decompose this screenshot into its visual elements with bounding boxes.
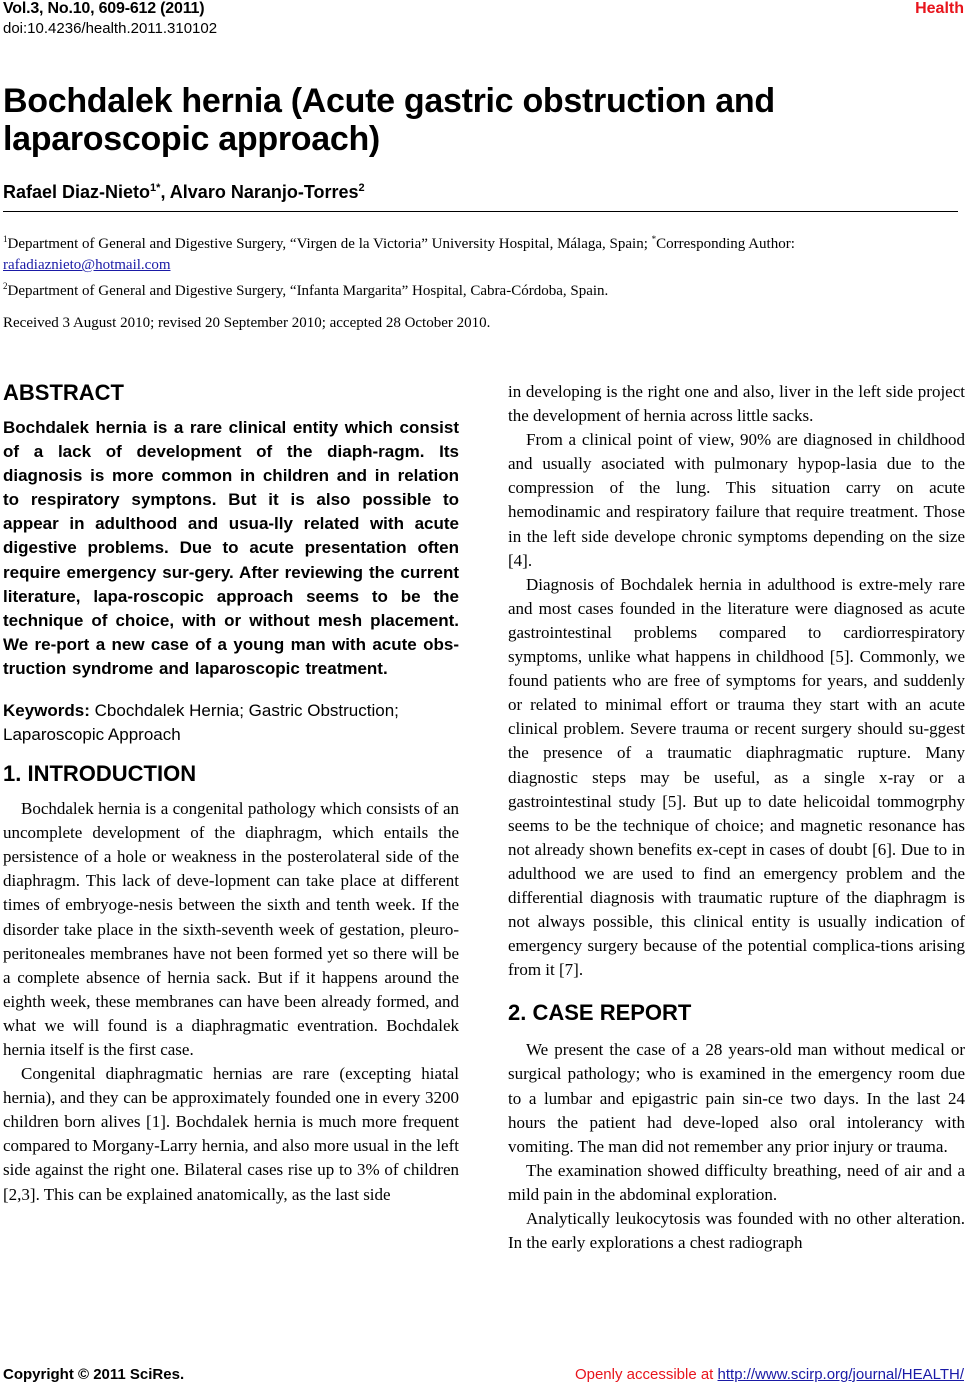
corresponding-label: Corresponding Author: <box>656 236 795 252</box>
paragraph: Congenital diaphragmatic hernias are rare (excepting hiatal hernia), and they can be approximately founded one in every 3200 children born alives [1]. Bochdalek hernia is much more frequent compared to Morgany-Larry hernia, and also more usual in the left side against the right one. Bilateral cases rise up to 3% of children [2,3]. This can be explained anatomically, as the last side <box>3 1064 459 1204</box>
journal-name: Health <box>915 0 964 17</box>
keywords <box>3 699 459 747</box>
author-name: Alvaro Naranjo-Torres <box>169 182 359 202</box>
affiliation-mark: 1* <box>150 182 161 194</box>
keywords-label: Keywords: <box>3 701 90 721</box>
author-email-link[interactable]: rafadiaznieto@hotmail.com <box>3 257 171 273</box>
received-dates: Received 3 August 2010; revised 20 September 2010; accepted 28 October 2010. <box>3 315 491 331</box>
affiliation-1 <box>3 229 965 276</box>
paragraph: From a clinical point of view, 90% are diagnosed in childhood and usually asociated with pulmonary hypop-lasia due to the compression of the lung. This situation carry on acute hemodinamic and respiratory failure that require treatment. Those in the left side develope chronic symptoms depending on the size [4]. <box>508 430 965 570</box>
keywords-list: Cbochdalek Hernia; Gastric Obstruction; Laparoscopic Approach <box>3 701 399 745</box>
paragraph: Diagnosis of Bochdalek hernia in adulthood is extre-mely rare and most cases founded in the literature were diagnosed as acute gastrointestinal problems compared to cardiorrespiratory symptoms, unlike what happens in childhood [5]. Commonly, we found patients who are free of symptoms for years, and suddenly or related to minimal effort or trauma they start with an acute clinical problem. Severe trauma or recent surgery should su-ggest the presence of a traumatic diaphragmatic rupture. Many diagnostic steps may be useful, as a single x-ray or a gastrointestinal study [5]. But up to date helicoidal tommogrphy seems to be the technique of choice; and magnetic resonance has not already shown benefits ex-cept in cases of doubt [6]. Due to in adulthood we are used to find an emergency problem and the differential diagnosis with traumatic rupture of the diaphragm is not always possible, this clinical entity is usually indication of emergency surgery because of the potential complica-tions arising from it [7]. <box>508 574 965 980</box>
article-title: Bochdalek hernia (Acute gastric obstruction and laparoscopic approach) <box>3 82 775 158</box>
affiliation-text: Department of General and Digestive Surgery, “Virgen de la Victoria” University Hospital, Málaga, Spain; <box>7 236 652 252</box>
paragraph: Analytically leukocytosis was founded with no other alteration. In the early explorations a chest radiograph <box>508 1209 965 1253</box>
left-column <box>3 378 459 1207</box>
affiliation-mark: 2 <box>358 182 365 194</box>
author-name: Rafael Diaz-Nieto <box>3 182 151 202</box>
section-heading-case-report: 2. CASE REPORT <box>508 1000 692 1026</box>
affiliation-text: Department of General and Digestive Surgery, “Infanta Margarita” Hospital, Cabra-Córdoba, Spain. <box>7 283 609 299</box>
section-heading-introduction: 1. INTRODUCTION <box>3 761 197 787</box>
corresponding-mark: * <box>651 234 657 244</box>
abstract-text: Bochdalek hernia is a rare clinical entity which consist of a lack of development of the diaph-ragm. Its diagnosis is more common in children and in relation to respiratory symptons. But it is also possible to appear in adulthood and usua-lly related with acute digestive problems. Due to acute presentation often require emergency sur-gery. After reviewing the current literature, lapa-roscopic approach seems to be the technique of choice, with or without mesh placement. We re-port a new case of a young man with acute obs-truction syndrome and laparoscopic treatment. <box>3 418 459 678</box>
journal-url-link[interactable]: http://www.scirp.org/journal/HEALTH/ <box>717 1366 964 1383</box>
open-access-label: Openly accessible at <box>574 1366 718 1383</box>
open-access-notice <box>575 1366 964 1383</box>
title-divider <box>3 211 958 212</box>
affiliations <box>3 229 965 302</box>
affiliation-2 <box>3 276 965 302</box>
paragraph: We present the case of a 28 years-old man without medical or surgical pathology; who is examined in the emergency room due to a lumbar and epigastric pain sin-ce two days. In the last 24 hours the patient had deve-loped also oral intolerancy with vomiting. The man did not remember any prior injury or trauma. <box>508 1040 965 1156</box>
abstract-heading: ABSTRACT <box>3 380 124 405</box>
author-separator: , <box>160 182 170 202</box>
doi: doi:10.4236/health.2011.310102 <box>3 20 218 37</box>
volume-info: Vol.3, No.10, 609-612 (2011) <box>3 0 205 17</box>
right-column <box>508 380 965 1255</box>
affiliation-mark: 1 <box>3 234 8 244</box>
paragraph-continued: in developing is the right one and also, liver in the left side project the development of hernia across little sacks. <box>508 382 965 426</box>
author-list <box>3 182 365 203</box>
copyright: Copyright © 2011 SciRes. <box>3 1366 185 1383</box>
paragraph: The examination showed difficulty breathing, need of air and a mild pain in the abdominal exploration. <box>508 1160 965 1204</box>
affiliation-mark: 2 <box>3 281 8 291</box>
paragraph: Bochdalek hernia is a congenital pathology which consists of an uncomplete development of the diaphragm, which entails the persistence of a hole or weakness in the posterolateral side of the diaphragm. This lack of deve-lopment can take place at different times of embryoge-nesis between the sixth and tenth week. If the disorder take place in the sixth-seventh week of gestation, pleuro-peritoneales membranes have not been formed yet so there will be a complete absence of hernia sack. But if it happens around the eighth week, these membranes can have been already formed, and what we will found is a diaphragmatic eventration. Bochdalek hernia itself is the first case. <box>3 799 459 1059</box>
